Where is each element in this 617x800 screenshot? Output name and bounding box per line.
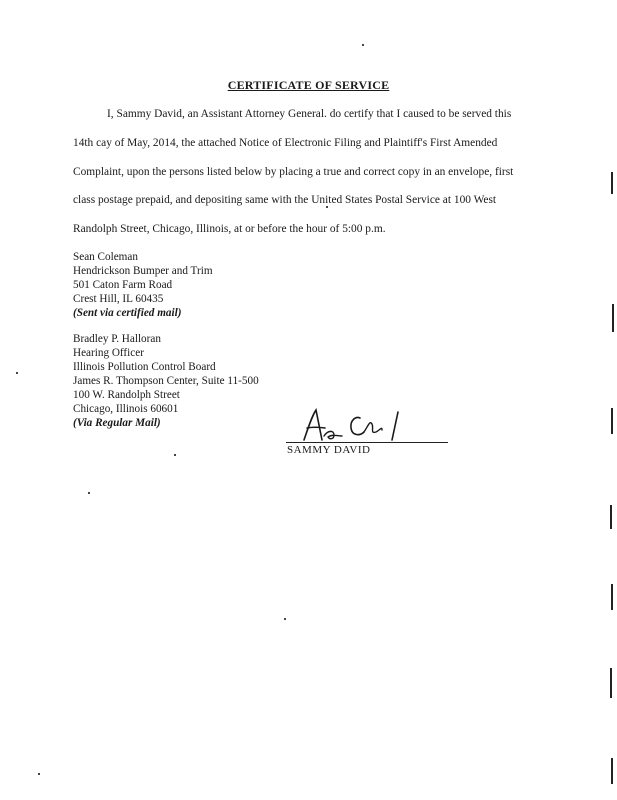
scan-speck [38, 773, 40, 775]
scan-mark [610, 668, 612, 698]
scan-speck [326, 206, 328, 208]
scan-speck [88, 492, 90, 494]
paragraph-line: Randolph Street, Chicago, Illinois, at or before the hour of 5:00 p.m. [73, 223, 386, 235]
paragraph-line: Complaint, upon the persons listed below by placing a true and correct copy in an envelope, first [73, 166, 514, 178]
signature-line [286, 442, 448, 443]
signer-name: SAMMY DAVID [287, 444, 371, 456]
recipient-title: Hearing Officer [73, 347, 144, 359]
recipient-city: Chicago, Illinois 60601 [73, 403, 179, 415]
delivery-method: (Via Regular Mail) [73, 417, 161, 429]
document-title: CERTIFICATE OF SERVICE [227, 78, 390, 92]
scan-mark [610, 505, 612, 529]
scan-speck [284, 618, 286, 620]
paragraph-line: I, Sammy David, an Assistant Attorney General. do certify that I caused to be served this [107, 108, 512, 120]
paragraph-line: class postage prepaid, and depositing same with the United States Postal Service at 100 West [73, 194, 497, 206]
paragraph-line: 14th cay of May, 2014, the attached Notice of Electronic Filing and Plaintiff's First Amended [73, 137, 498, 149]
scan-mark [612, 304, 614, 332]
delivery-method: (Sent via certified mail) [73, 307, 182, 319]
recipient-name: Sean Coleman [73, 251, 138, 263]
recipient-name: Bradley P. Halloran [73, 333, 161, 345]
recipient-city: Crest Hill, IL 60435 [73, 293, 164, 305]
recipient-street: 100 W. Randolph Street [73, 389, 180, 401]
scan-speck [174, 454, 176, 456]
scan-mark [611, 408, 613, 434]
recipient-organization: Illinois Pollution Control Board [73, 361, 216, 373]
recipient-building: James R. Thompson Center, Suite 11-500 [73, 375, 259, 387]
scan-mark [611, 758, 613, 784]
recipient-company: Hendrickson Bumper and Trim [73, 265, 213, 277]
scan-speck [362, 44, 364, 46]
recipient-address-block [73, 332, 259, 430]
recipient-street: 501 Caton Farm Road [73, 279, 173, 291]
scan-mark [611, 172, 613, 194]
recipient-address-block [73, 250, 213, 320]
scan-mark [611, 584, 613, 610]
scan-speck [16, 372, 18, 374]
